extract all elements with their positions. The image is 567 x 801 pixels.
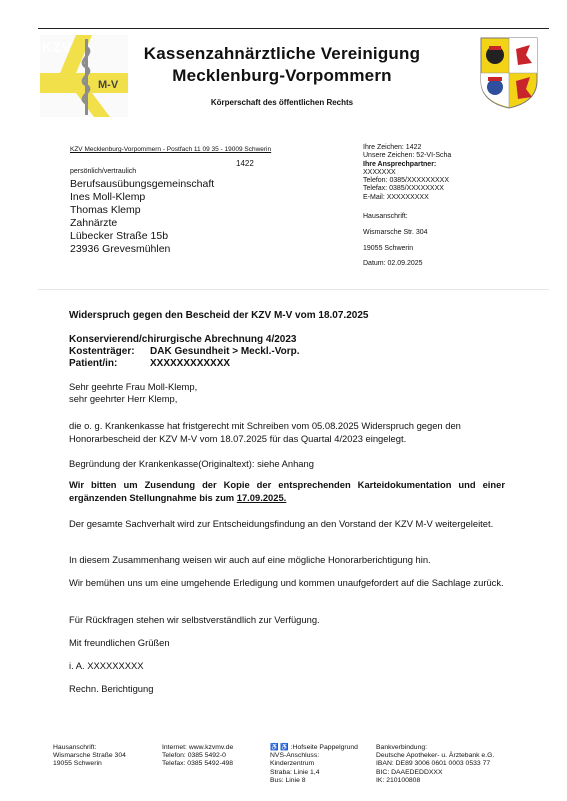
footer-line: Bankverbindung: (376, 744, 428, 751)
recipient-line: Thomas Klemp (70, 204, 141, 216)
footer-line: Internet: www.kzvmv.de (162, 744, 234, 751)
recipient-line: 23936 Grevesmühlen (70, 243, 171, 255)
kzv-logo (40, 35, 128, 117)
salutation-2: sehr geehrter Herr Klemp, (69, 393, 178, 404)
patient-value: XXXXXXXXXXXX (150, 358, 231, 369)
patient-label: Patient/in: (69, 358, 118, 369)
hausanschrift-street: Wismarsche Str. 304 (363, 229, 428, 236)
paragraph-rueckfragen: Für Rückfragen stehen wir selbstverständlich zur Verfügung. (69, 614, 320, 625)
footer-line: Telefon: 0385 5492-0 (162, 752, 226, 760)
footer-line: IBAN: DE89 3006 0601 0003 0533 77 (376, 760, 491, 768)
recipient-line: Berufsausübungsgemeinschaft (70, 178, 215, 190)
ansprechpartner: XXXXXXX (363, 168, 396, 176)
hausanschrift-city: 19055 Schwerin (363, 245, 414, 252)
internal-number: 1422 (236, 159, 254, 168)
footer-contact (162, 744, 233, 769)
telefon: Telefon: 0385/XXXXXXXXX (363, 177, 449, 185)
closing: Mit freundlichen Grüßen (69, 637, 170, 648)
footer-line: 19055 Schwerin (53, 760, 102, 768)
logo-kzv-text: KZV (42, 39, 72, 55)
paragraph-vorstand: Der gesamte Sachverhalt wird zur Entscheidungsfindung an den Vorstand der KZV M-V weitergeleitet. (69, 518, 494, 529)
telefax: Telefax: 0385/XXXXXXXX (363, 185, 444, 193)
paragraph-request (69, 478, 505, 504)
footer-bank (376, 744, 494, 785)
fold-line (38, 289, 549, 290)
paragraph-begruendung: Begründung der Krankenkasse(Originaltext): siehe Anhang (69, 458, 314, 469)
sender-line: KZV Mecklenburg-Vorpommern - Postfach 11 09 35 - 19009 Schwerin (70, 146, 272, 153)
kostentraeger-label: Kostenträger: (69, 346, 135, 357)
footer-line: IK: 210100808 (376, 776, 421, 784)
footer-line: BIC: DAAEDEDDXXX (376, 768, 443, 776)
kostentraeger-value: DAK Gesundheit > Meckl.-Vorp. (150, 346, 300, 357)
footer-line: Hausanschrift: (53, 744, 97, 751)
letter-date: Datum: 02.09.2025 (363, 260, 423, 267)
reference-block (363, 144, 451, 202)
footer-line: Straba: Linie 1,4 (270, 768, 320, 776)
paragraph-erledigung: Wir bemühen uns um eine umgehende Erledigung und kommen unaufgefordert auf die Sachlage zurück. (69, 577, 504, 588)
footer-line: Deutsche Apotheker- u. Ärztebank e.G. (376, 752, 495, 760)
ansprechpartner-label: Ihre Ansprechpartner: (363, 160, 437, 168)
state-crest (480, 37, 538, 109)
recipient-line: Lübecker Straße 15b (70, 230, 169, 242)
abrechnung-line: Konservierend/chirurgische Abrechnung 4/2023 (69, 334, 297, 345)
confidential-note: persönlich/vertraulich (70, 168, 137, 175)
org-title-line1: Kassenzahnärztliche Vereinigung (143, 44, 421, 63)
letter-subject: Widerspruch gegen den Bescheid der KZV M-V vom 18.07.2025 (69, 310, 369, 321)
deadline-date: 17.09.2025. (236, 492, 287, 503)
org-title-line2: Mecklenburg-Vorpommern (172, 66, 392, 85)
footer-line: Telefax: 0385 5492-498 (162, 760, 234, 768)
top-rule (38, 28, 549, 29)
footer-address (53, 744, 126, 769)
footer-line: ♿ ♿ :Hofseite Pappelgrund (270, 744, 358, 751)
email: E-Mail: XXXXXXXXX (363, 193, 429, 201)
paragraph-widerspruch: die o. g. Krankenkasse hat fristgerecht mit Schreiben vom 05.08.2025 Widerspruch gegen den Honorarbescheid der KZV M-V vom 18.07.2025 für das Quartal 4/2023 eingelegt. (69, 420, 461, 444)
hausanschrift-label: Hausanschrift: (363, 213, 408, 220)
footer-transport (270, 744, 358, 785)
signer: i. A. XXXXXXXXX (69, 660, 144, 671)
salutation-1: Sehr geehrte Frau Moll-Klemp, (69, 381, 198, 392)
recipient-line: Ines Moll-Klemp (70, 191, 146, 203)
ihre-zeichen: Ihre Zeichen: 1422 (363, 144, 422, 151)
org-subtitle: Körperschaft des öffentlichen Rechts (210, 98, 354, 107)
patient-row (69, 357, 505, 370)
logo-mv-text: M-V (98, 79, 119, 91)
recipient-address (70, 178, 214, 256)
footer-line: NVS-Anschluss: (270, 752, 320, 760)
footer-line: Wismarsche Straße 304 (53, 752, 126, 760)
department: Rechn. Berichtigung (69, 683, 154, 694)
footer-line: Bus: Linie 8 (270, 776, 306, 784)
unsere-zeichen: Unsere Zeichen: 52-VI-Scha (363, 152, 452, 160)
recipient-line: Zahnärzte (70, 217, 118, 229)
footer-line: Kinderzentrum (270, 760, 315, 768)
request-text: Wir bitten um Zusendung der Kopie der entsprechenden Karteidokumentation und einer ergänzenden Stellungnahme bis zum (69, 479, 505, 503)
paragraph-honorarberichtigung: In diesem Zusammenhang weisen wir auch auf eine mögliche Honorarberichtigung hin. (69, 554, 431, 565)
